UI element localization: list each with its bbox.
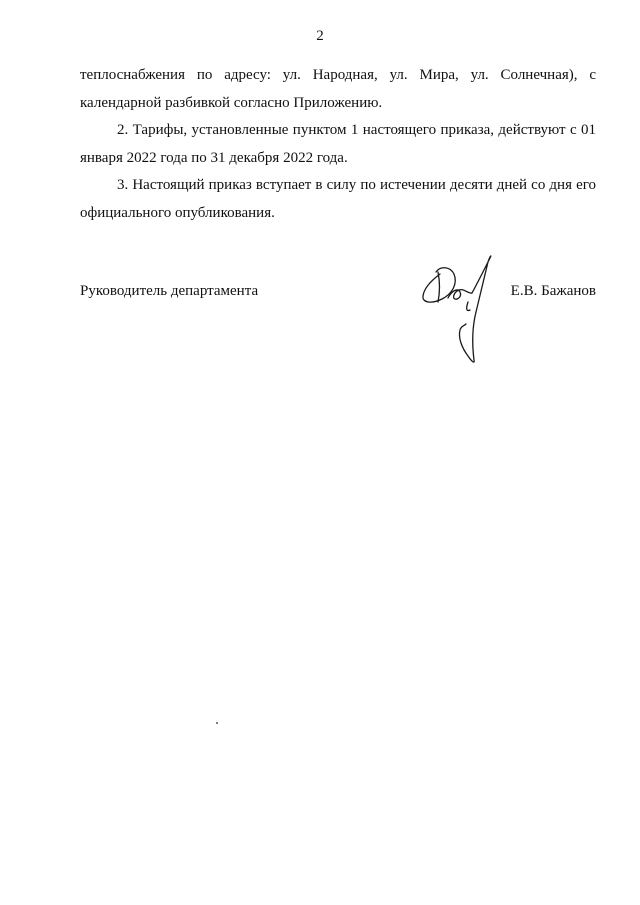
paragraph-item-3: 3. Настоящий приказ вступает в силу по истечении десяти дней со дня его официального опубликования. [80,177,596,221]
document-body [80,62,596,227]
signatory-name: Е.В. Бажанов [510,283,596,299]
signature-block [80,283,596,307]
scan-speck [216,722,218,724]
handwritten-signature [418,252,508,367]
signatory-title: Руководитель департамента [80,283,259,299]
paragraph-continuation: теплоснабжения по адресу: ул. Народная, ул. Мира, ул. Солнечная), с календарной разбивкой согласно Приложению. [80,67,596,111]
page-number: 2 [316,28,324,44]
paragraph-item-2: 2. Тарифы, установленные пунктом 1 настоящего приказа, действуют с 01 января 2022 года по 31 декабря 2022 года. [80,122,596,166]
